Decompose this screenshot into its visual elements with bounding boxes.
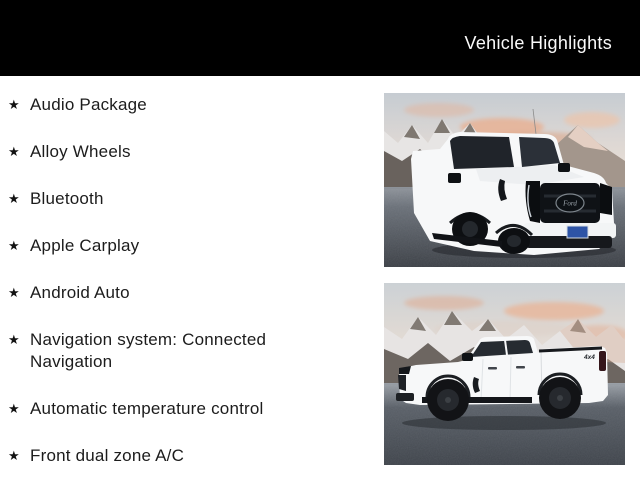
highlight-label: Bluetooth [30,189,104,208]
highlight-label: Audio Package [30,95,147,114]
highlight-label: Front dual zone A/C [30,446,185,465]
highlight-label: Automatic temperature control [30,399,264,418]
star-bullet-icon: ★ [8,191,20,206]
vehicle-photo-side-illustration [384,283,625,465]
star-bullet-icon: ★ [8,144,20,159]
highlight-item [8,282,320,304]
highlight-item [8,235,320,257]
highlight-label: Apple Carplay [30,236,140,255]
highlight-label: Navigation system: Connected Navigation [30,330,267,371]
vehicle-photo-front[interactable] [384,93,625,267]
highlight-item [8,141,320,163]
highlight-item [8,398,320,420]
vehicle-photo-side[interactable] [384,283,625,465]
ford-oval-badge: Ford [563,199,577,208]
highlight-item [8,188,320,210]
star-bullet-icon: ★ [8,238,20,253]
highlight-item [8,445,320,467]
star-bullet-icon: ★ [8,97,20,112]
star-bullet-icon: ★ [8,401,20,416]
star-bullet-icon: ★ [8,285,20,300]
highlight-label: Alloy Wheels [30,142,131,161]
page-title: Vehicle Highlights [464,32,612,53]
highlight-item [8,94,320,116]
highlights-list [8,94,320,480]
vehicle-photo-front-illustration [384,93,625,267]
star-bullet-icon: ★ [8,332,20,347]
header-bar [0,0,640,76]
highlight-label: Android Auto [30,283,130,302]
star-bullet-icon: ★ [8,448,20,463]
highlight-item [8,329,320,373]
4x4-badge: 4x4 [584,354,595,361]
